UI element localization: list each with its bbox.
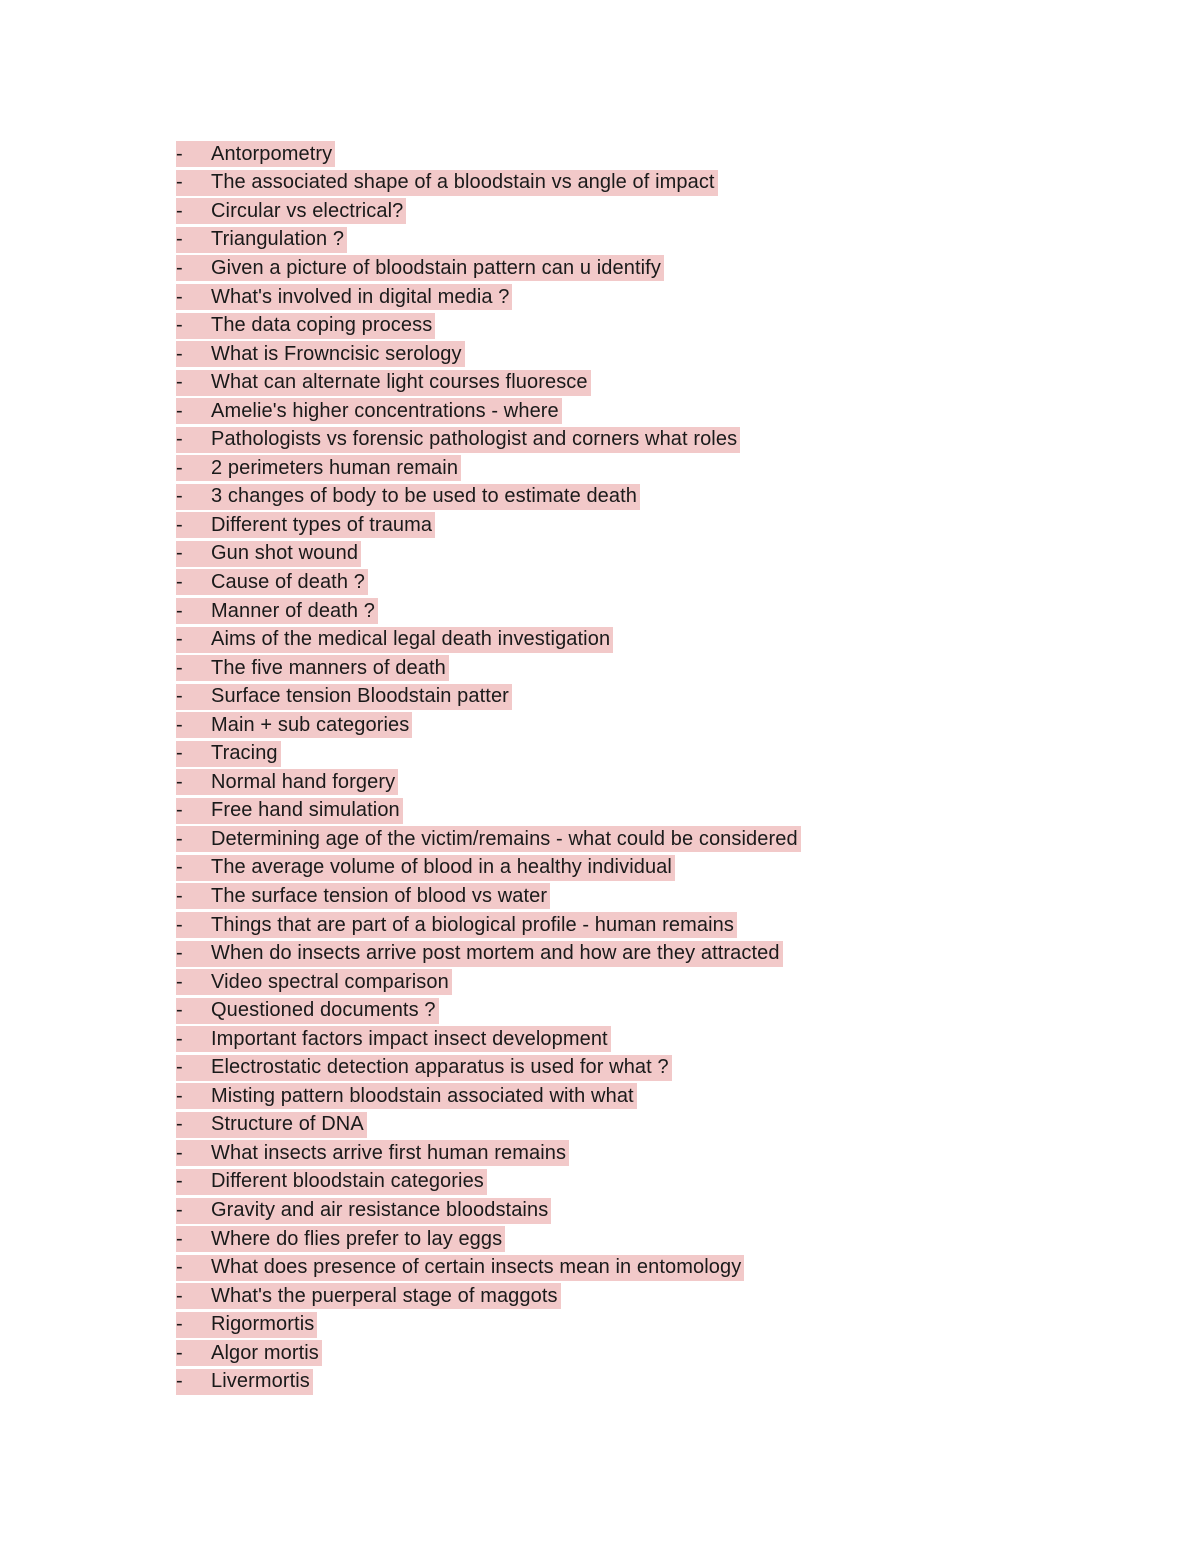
list-item-text: Cause of death ?	[211, 570, 365, 593]
list-item	[176, 1196, 801, 1225]
bullet-dash: -	[176, 399, 183, 422]
study-list	[176, 140, 801, 1396]
list-item-text: What insects arrive first human remains	[211, 1141, 567, 1164]
list-item	[176, 483, 801, 512]
list-item	[176, 825, 801, 854]
list-item-text: Antorpometry	[211, 142, 333, 165]
highlighted-text	[176, 1312, 317, 1338]
list-item-text: Amelie's higher concentrations - where	[211, 399, 559, 422]
highlighted-text	[176, 512, 435, 538]
bullet-dash: -	[176, 799, 183, 822]
list-item	[176, 1025, 801, 1054]
list-item	[176, 911, 801, 940]
bullet-dash: -	[176, 1370, 183, 1393]
list-item	[176, 1139, 801, 1168]
highlighted-text	[176, 826, 801, 852]
list-item	[176, 1082, 801, 1111]
bullet-dash: -	[176, 742, 183, 765]
highlighted-text	[176, 1055, 672, 1081]
list-item-text: Determining age of the victim/remains - what could be considered	[211, 827, 798, 850]
bullet-dash: -	[176, 285, 183, 308]
highlighted-text	[176, 1198, 551, 1224]
highlighted-text	[176, 655, 449, 681]
list-item-text: Tracing	[211, 742, 278, 765]
list-item-text: The data coping process	[211, 314, 433, 337]
list-item-text: Rigormortis	[211, 1313, 315, 1336]
highlighted-text	[176, 1083, 637, 1109]
list-item	[176, 711, 801, 740]
list-item-text: What is Frowncisic serology	[211, 342, 462, 365]
highlighted-text	[176, 427, 740, 453]
bullet-dash: -	[176, 1027, 183, 1050]
highlighted-text	[176, 1140, 569, 1166]
list-item	[176, 311, 801, 340]
bullet-dash: -	[176, 199, 183, 222]
list-item-text: Structure of DNA	[211, 1113, 364, 1136]
bullet-dash: -	[176, 770, 183, 793]
list-item	[176, 1168, 801, 1197]
highlighted-text	[176, 370, 591, 396]
list-item-text: Circular vs electrical?	[211, 199, 404, 222]
bullet-dash: -	[176, 713, 183, 736]
highlighted-text	[176, 598, 378, 624]
list-item-text: What's involved in digital media ?	[211, 285, 510, 308]
bullet-dash: -	[176, 1084, 183, 1107]
bullet-dash: -	[176, 856, 183, 879]
highlighted-text	[176, 1255, 744, 1281]
list-item	[176, 226, 801, 255]
bullet-dash: -	[176, 1141, 183, 1164]
list-item-text: Given a picture of bloodstain pattern can u identify	[211, 256, 661, 279]
bullet-dash: -	[176, 342, 183, 365]
bullet-dash: -	[176, 1170, 183, 1193]
bullet-dash: -	[176, 1113, 183, 1136]
list-item-text: Pathologists vs forensic pathologist and corners what roles	[211, 428, 738, 451]
bullet-dash: -	[176, 970, 183, 993]
list-item	[176, 797, 801, 826]
list-item	[176, 140, 801, 169]
bullet-dash: -	[176, 485, 183, 508]
highlighted-text	[176, 227, 347, 253]
list-item	[176, 882, 801, 911]
bullet-dash: -	[176, 1284, 183, 1307]
list-item	[176, 1111, 801, 1140]
list-item	[176, 654, 801, 683]
list-item-text: What does presence of certain insects mean in entomology	[211, 1256, 742, 1279]
highlighted-text	[176, 627, 613, 653]
list-item-text: Important factors impact insect development	[211, 1027, 608, 1050]
bullet-dash: -	[176, 942, 183, 965]
highlighted-text	[176, 855, 675, 881]
list-item-text: Algor mortis	[211, 1341, 319, 1364]
list-item	[176, 939, 801, 968]
list-item-text: When do insects arrive post mortem and how are they attracted	[211, 942, 780, 965]
list-item-text: Different bloodstain categories	[211, 1170, 484, 1193]
highlighted-text	[176, 484, 640, 510]
highlighted-text	[176, 684, 512, 710]
bullet-dash: -	[176, 656, 183, 679]
list-item-text: The five manners of death	[211, 656, 446, 679]
bullet-dash: -	[176, 599, 183, 622]
list-item	[176, 511, 801, 540]
bullet-dash: -	[176, 1199, 183, 1221]
list-item-text: Free hand simulation	[211, 799, 400, 822]
bullet-dash: -	[176, 999, 183, 1022]
list-item	[176, 1282, 801, 1311]
highlighted-text	[176, 1283, 561, 1309]
list-item-text: The surface tension of blood vs water	[211, 884, 548, 907]
bullet-dash: -	[176, 542, 183, 565]
list-item	[176, 1368, 801, 1397]
list-item-text: Livermortis	[211, 1370, 310, 1393]
highlighted-text	[176, 198, 406, 224]
list-item	[176, 340, 801, 369]
bullet-dash: -	[176, 1341, 183, 1364]
list-item-text: 3 changes of body to be used to estimate death	[211, 485, 638, 508]
list-item-text: 2 perimeters human remain	[211, 456, 459, 479]
list-item	[176, 854, 801, 883]
bullet-dash: -	[176, 1256, 183, 1279]
list-item	[176, 425, 801, 454]
list-item	[176, 597, 801, 626]
bullet-dash: -	[176, 1313, 183, 1336]
list-item	[176, 368, 801, 397]
list-item-text: Manner of death ?	[211, 599, 376, 622]
list-item	[176, 568, 801, 597]
list-item	[176, 1253, 801, 1282]
list-item	[176, 996, 801, 1025]
bullet-dash: -	[176, 570, 183, 593]
list-item	[176, 1310, 801, 1339]
highlighted-text	[176, 341, 465, 367]
highlighted-text	[176, 255, 664, 281]
list-item-text: Questioned documents ?	[211, 999, 436, 1022]
highlighted-text	[176, 741, 281, 767]
list-item	[176, 968, 801, 997]
list-item	[176, 739, 801, 768]
list-item-text: Misting pattern bloodstain associated with what	[211, 1084, 634, 1107]
list-item-text: Normal hand forgery	[211, 770, 396, 793]
list-item-text: Main + sub categories	[211, 713, 410, 736]
list-item-text: Things that are part of a biological profile - human remains	[211, 913, 734, 936]
highlighted-text	[176, 941, 783, 967]
list-item	[176, 540, 801, 569]
highlighted-text	[176, 998, 439, 1024]
list-item	[176, 197, 801, 226]
highlighted-text	[176, 141, 335, 167]
bullet-dash: -	[176, 884, 183, 907]
list-item	[176, 454, 801, 483]
list-item	[176, 1339, 801, 1368]
highlighted-text	[176, 170, 718, 196]
bullet-dash: -	[176, 171, 183, 194]
bullet-dash: -	[176, 913, 183, 936]
bullet-dash: -	[176, 1227, 183, 1250]
highlighted-text	[176, 569, 368, 595]
highlighted-text	[176, 969, 452, 995]
list-item-text: Surface tension Bloodstain patter	[211, 685, 509, 708]
bullet-dash: -	[176, 513, 183, 536]
list-item	[176, 682, 801, 711]
highlighted-text	[176, 1226, 505, 1252]
bullet-dash: -	[176, 256, 183, 279]
highlighted-text	[176, 541, 361, 567]
list-item-text: The average volume of blood in a healthy individual	[211, 856, 672, 879]
list-item	[176, 1054, 801, 1083]
highlighted-text	[176, 1026, 611, 1052]
highlighted-text	[176, 398, 562, 424]
bullet-dash: -	[176, 685, 183, 708]
list-item-text: Electrostatic detection apparatus is used for what ?	[211, 1056, 669, 1079]
bullet-dash: -	[176, 428, 183, 451]
list-item	[176, 397, 801, 426]
list-item-text: Gun shot wound	[211, 542, 359, 565]
list-item-text: Video spectral comparison	[211, 970, 449, 993]
bullet-dash: -	[176, 142, 183, 165]
highlighted-text	[176, 912, 737, 938]
list-item	[176, 1225, 801, 1254]
bullet-dash: -	[176, 1056, 183, 1079]
list-item-text: Aims of the medical legal death investigation	[211, 628, 611, 651]
highlighted-text	[176, 313, 435, 339]
highlighted-text	[176, 1369, 313, 1395]
highlighted-text	[176, 1340, 322, 1366]
list-item	[176, 283, 801, 312]
bullet-dash: -	[176, 628, 183, 651]
highlighted-text	[176, 1112, 367, 1138]
highlighted-text	[176, 1169, 487, 1195]
list-item-text: What can alternate light courses fluoresce	[211, 371, 588, 394]
highlighted-text	[176, 712, 412, 738]
highlighted-text	[176, 769, 398, 795]
list-item-text: Gravity and air resistance bloodstains	[211, 1199, 549, 1221]
bullet-dash: -	[176, 827, 183, 850]
bullet-dash: -	[176, 456, 183, 479]
list-item-text: The associated shape of a bloodstain vs angle of impact	[211, 171, 715, 194]
bullet-dash: -	[176, 371, 183, 394]
bullet-dash: -	[176, 228, 183, 251]
highlighted-text	[176, 455, 461, 481]
highlighted-text	[176, 883, 550, 909]
highlighted-text	[176, 798, 403, 824]
bullet-dash: -	[176, 314, 183, 337]
list-item-text: Where do flies prefer to lay eggs	[211, 1227, 503, 1250]
list-item-text: Triangulation ?	[211, 228, 345, 251]
list-item	[176, 169, 801, 198]
list-item-text: Different types of trauma	[211, 513, 433, 536]
highlighted-text	[176, 284, 512, 310]
list-item	[176, 768, 801, 797]
list-item-text: What's the puerperal stage of maggots	[211, 1284, 558, 1307]
list-item	[176, 625, 801, 654]
list-item	[176, 254, 801, 283]
